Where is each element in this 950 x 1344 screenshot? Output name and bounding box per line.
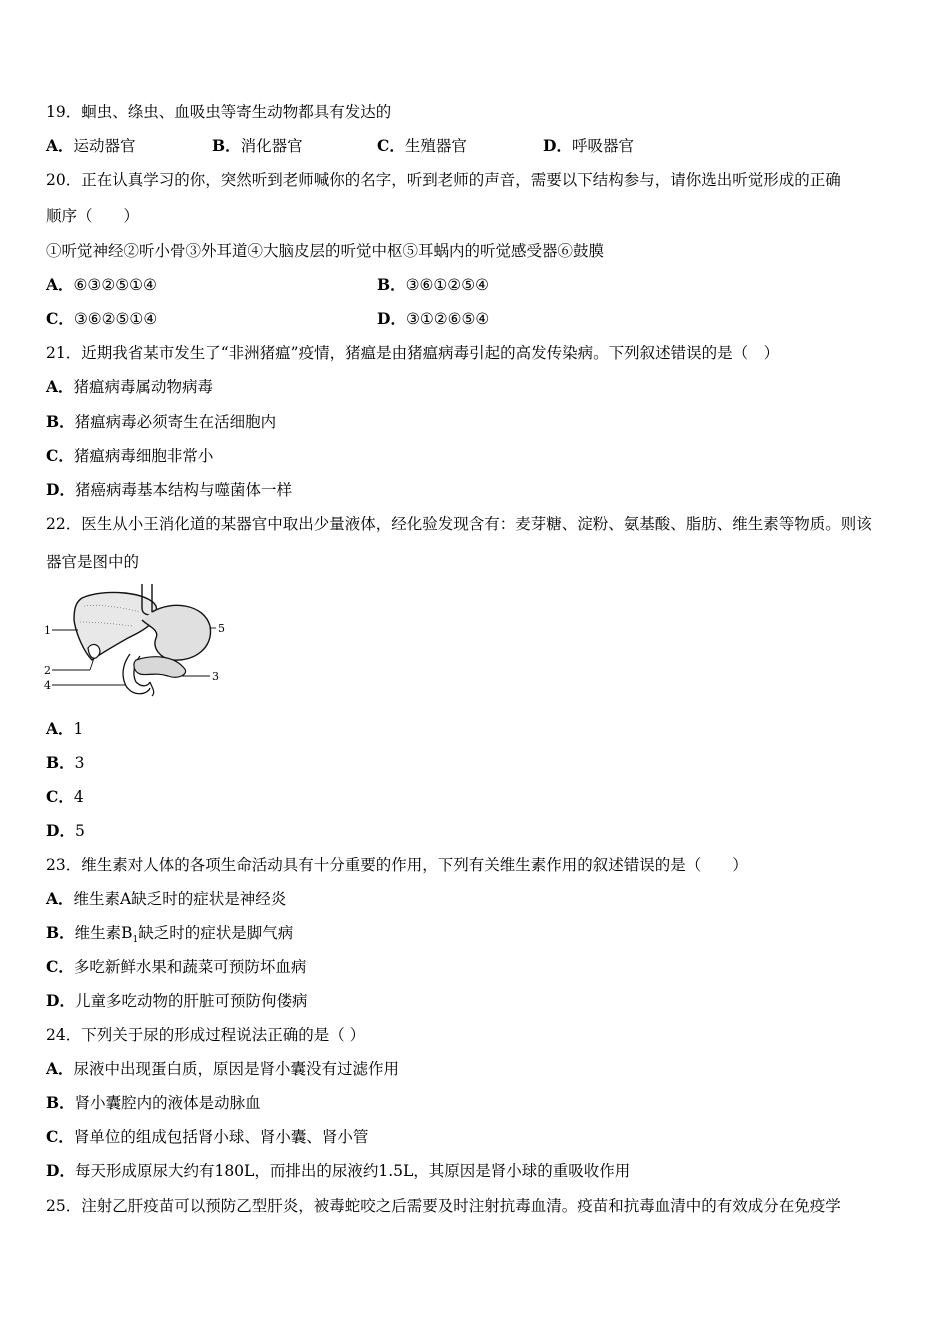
q22-option-d[interactable]: D．5 — [46, 821, 85, 840]
q20-items: ①听觉神经②听小骨③外耳道④大脑皮层的听觉中枢⑤耳蜗内的听觉感受器⑥鼓膜 — [46, 242, 605, 260]
q19-option-b[interactable]: B．消化器官 — [212, 136, 303, 155]
q24-option-c[interactable]: C．肾单位的组成包括肾小球、肾小囊、肾小管 — [46, 1127, 369, 1146]
q19-option-a[interactable]: A．运动器官 — [46, 136, 136, 155]
q23-option-a[interactable]: A．维生素A缺乏时的症状是神经炎 — [46, 889, 287, 908]
q20-stem-line2: 顺序（ ） — [46, 207, 140, 225]
q20-option-c[interactable]: C．③⑥②⑤①④ — [46, 309, 158, 328]
q21-option-a[interactable]: A．猪瘟病毒属动物病毒 — [46, 377, 214, 396]
figure-label-4: 4 — [44, 679, 51, 692]
q23-option-d[interactable]: D．儿童多吃动物的肝脏可预防佝偻病 — [46, 991, 308, 1010]
q24-option-d[interactable]: D．每天形成原尿大约有180L，而排出的尿液约1.5L，其原因是肾小球的重吸收作用 — [46, 1161, 631, 1180]
q19-option-c[interactable]: C．生殖器官 — [377, 136, 467, 155]
digestive-organs-figure — [44, 582, 244, 700]
stomach-shape — [142, 605, 211, 660]
q22-stem-line2: 器官是图中的 — [46, 553, 140, 571]
q23-stem: 23．维生素对人体的各项生命活动具有十分重要的作用，下列有关维生素作用的叙述错误的是（ ） — [46, 856, 748, 874]
q24-stem: 24．下列关于尿的形成过程说法正确的是（ ） — [46, 1026, 366, 1044]
q21-option-b[interactable]: B．猪瘟病毒必须寄生在活细胞内 — [46, 412, 277, 431]
figure-label-1: 1 — [44, 624, 51, 637]
q21-stem: 21．近期我省某市发生了“非洲猪瘟”疫情，猪瘟是由猪瘟病毒引起的高发传染病。下列叙述错误的是（ ） — [46, 344, 780, 362]
q22-option-a[interactable]: A．1 — [46, 719, 84, 738]
liver-shape — [74, 592, 157, 660]
q23-option-b[interactable]: B．维生素$B_1$缺乏时的症状是脚气病 — [46, 923, 294, 946]
q21-option-d[interactable]: D．猪癌病毒基本结构与噬菌体一样 — [46, 480, 292, 499]
figure-label-3: 3 — [212, 670, 219, 683]
q25-stem: 25．注射乙肝疫苗可以预防乙型肝炎，被毒蛇咬之后需要及时注射抗毒血清。疫苗和抗毒血清中的有效成分在免疫学 — [46, 1197, 841, 1215]
q21-option-c[interactable]: C．猪瘟病毒细胞非常小 — [46, 446, 214, 465]
figure-label-2: 2 — [44, 664, 51, 677]
q22-option-b[interactable]: B．3 — [46, 753, 85, 772]
q24-option-b[interactable]: B．肾小囊腔内的液体是动脉血 — [46, 1093, 261, 1112]
figure-label-5: 5 — [218, 622, 225, 635]
q22-stem-line1: 22．医生从小王消化道的某器官中取出少量液体，经化验发现含有：麦芽糖、淀粉、氨基酸、脂肪、维生素等物质。则该 — [46, 515, 872, 533]
q20-stem-line1: 20．正在认真学习的你，突然听到老师喊你的名字，听到老师的声音，需要以下结构参与，请你选出听觉形成的正确 — [46, 171, 841, 189]
q22-option-c[interactable]: C．4 — [46, 787, 84, 806]
q23-option-c[interactable]: C．多吃新鲜水果和蔬菜可预防坏血病 — [46, 957, 307, 976]
q20-option-d[interactable]: D．③①②⑥⑤④ — [377, 309, 490, 328]
q24-option-a[interactable]: A．尿液中出现蛋白质，原因是肾小囊没有过滤作用 — [46, 1059, 400, 1078]
q19-stem: 19．蛔虫、绦虫、血吸虫等寄生动物都具有发达的 — [46, 103, 392, 121]
q19-option-d[interactable]: D．呼吸器官 — [543, 136, 634, 155]
q20-option-b[interactable]: B．③⑥①②⑤④ — [377, 275, 489, 294]
q20-option-a[interactable]: A．⑥③②⑤①④ — [46, 275, 157, 294]
